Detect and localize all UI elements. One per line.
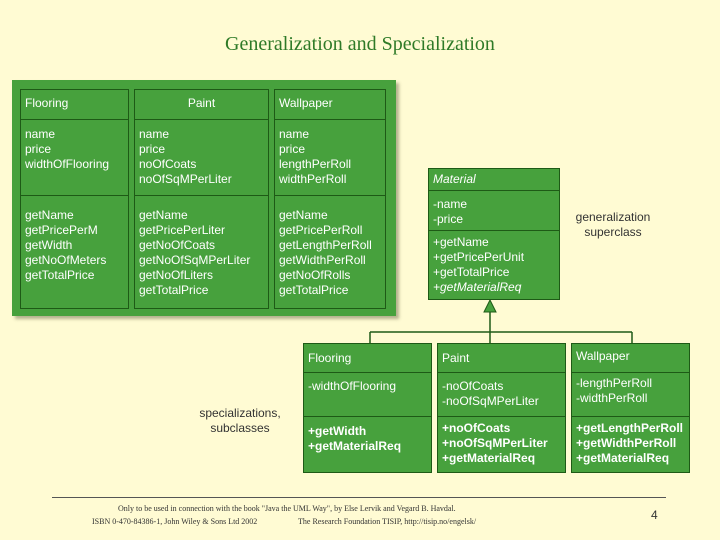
operation: +getLengthPerRoll — [576, 421, 684, 435]
attribute: noOfCoats — [139, 157, 197, 171]
operation: getPricePerRoll — [279, 223, 363, 237]
operation: getNoOfSqMPerLiter — [139, 253, 251, 267]
attribute: price — [139, 142, 166, 156]
operation: getLengthPerRoll — [279, 238, 372, 252]
operation: +getWidth — [308, 424, 367, 438]
footer-divider — [52, 497, 666, 498]
class-name: Wallpaper — [576, 349, 630, 363]
operation: +getName — [433, 235, 489, 249]
attribute: -widthPerRoll — [576, 391, 648, 405]
attribute: widthPerRoll — [279, 172, 347, 186]
attribute: lengthPerRoll — [279, 157, 352, 171]
operation: getTotalPrice — [139, 283, 209, 297]
class-name-section — [304, 344, 431, 373]
footer-isbn: ISBN 0-470-84386-1, John Wiley & Sons Ltd 2002 — [92, 517, 258, 526]
generalization-note-line2: superclass — [584, 225, 642, 239]
attribute: -noOfSqMPerLiter — [442, 394, 539, 408]
operation: getTotalPrice — [25, 268, 95, 282]
attribute: -noOfCoats — [442, 379, 504, 393]
attributes-section — [304, 373, 431, 417]
operation: +getMaterialReq — [576, 451, 670, 465]
operation: getName — [279, 208, 328, 222]
class-name: Paint — [187, 96, 216, 110]
operations-section — [438, 417, 565, 467]
subclass-paint[interactable] — [437, 343, 566, 473]
page-title: Generalization and Specialization — [225, 33, 495, 55]
subclass-wallpaper[interactable] — [571, 343, 690, 473]
operation: +noOfSqMPerLiter — [442, 436, 548, 450]
operation: getPricePerM — [25, 223, 98, 237]
operation: +noOfCoats — [442, 421, 511, 435]
class-name: Wallpaper — [279, 96, 333, 110]
operation: +getPricePerUnit — [433, 250, 525, 264]
class-name: Flooring — [25, 96, 69, 110]
attribute: name — [279, 127, 310, 141]
footer-link[interactable]: The Research Foundation TISIP, http://tisip.no/engelsk/ — [298, 517, 477, 526]
class-name: Flooring — [308, 351, 352, 365]
specialization-note-line1: specializations, — [199, 406, 281, 420]
attribute: price — [279, 142, 306, 156]
operation: getNoOfCoats — [139, 238, 216, 252]
operations-section — [572, 417, 689, 467]
attribute: -price — [433, 212, 464, 226]
specialization-note-line2: subclasses — [210, 421, 270, 435]
attribute: -lengthPerRoll — [576, 376, 653, 390]
subclass-flooring[interactable] — [303, 343, 432, 473]
class-name: Paint — [442, 351, 470, 365]
operation: getTotalPrice — [279, 283, 349, 297]
operation: +getMaterialReq — [433, 280, 522, 294]
class-name-section — [438, 344, 565, 373]
operation: getNoOfRolls — [279, 268, 351, 282]
operation: getWidthPerRoll — [279, 253, 366, 267]
footer-line1: Only to be used in connection with the book "Java the UML Way", by Else Lervik and Vegard B. Havdal. — [118, 504, 456, 513]
operation: getNoOfMeters — [25, 253, 107, 267]
operations-section — [304, 417, 431, 455]
generalization-note-line1: generalization — [575, 210, 651, 224]
operation: getName — [25, 208, 74, 222]
operation: getPricePerLiter — [139, 223, 226, 237]
operation: getWidth — [25, 238, 73, 252]
operation: getNoOfLiters — [139, 268, 214, 282]
operation: +getTotalPrice — [433, 265, 510, 279]
class-name: Material — [433, 172, 476, 186]
operation: +getWidthPerRoll — [576, 436, 677, 450]
attribute: price — [25, 142, 52, 156]
attribute: widthOfFlooring — [25, 157, 110, 171]
page-number: 4 — [651, 508, 658, 522]
operation: +getMaterialReq — [442, 451, 536, 465]
attribute: name — [139, 127, 170, 141]
generalization-note — [568, 210, 658, 240]
attributes-section — [572, 373, 689, 417]
class-name-section — [572, 344, 689, 373]
attribute: noOfSqMPerLiter — [139, 172, 232, 186]
specialization-note — [192, 406, 288, 436]
attribute: name — [25, 127, 56, 141]
attributes-section — [438, 373, 565, 417]
operation: getName — [139, 208, 188, 222]
attribute: -widthOfFlooring — [308, 379, 397, 393]
attribute: -name — [433, 197, 468, 211]
operation: +getMaterialReq — [308, 439, 402, 453]
